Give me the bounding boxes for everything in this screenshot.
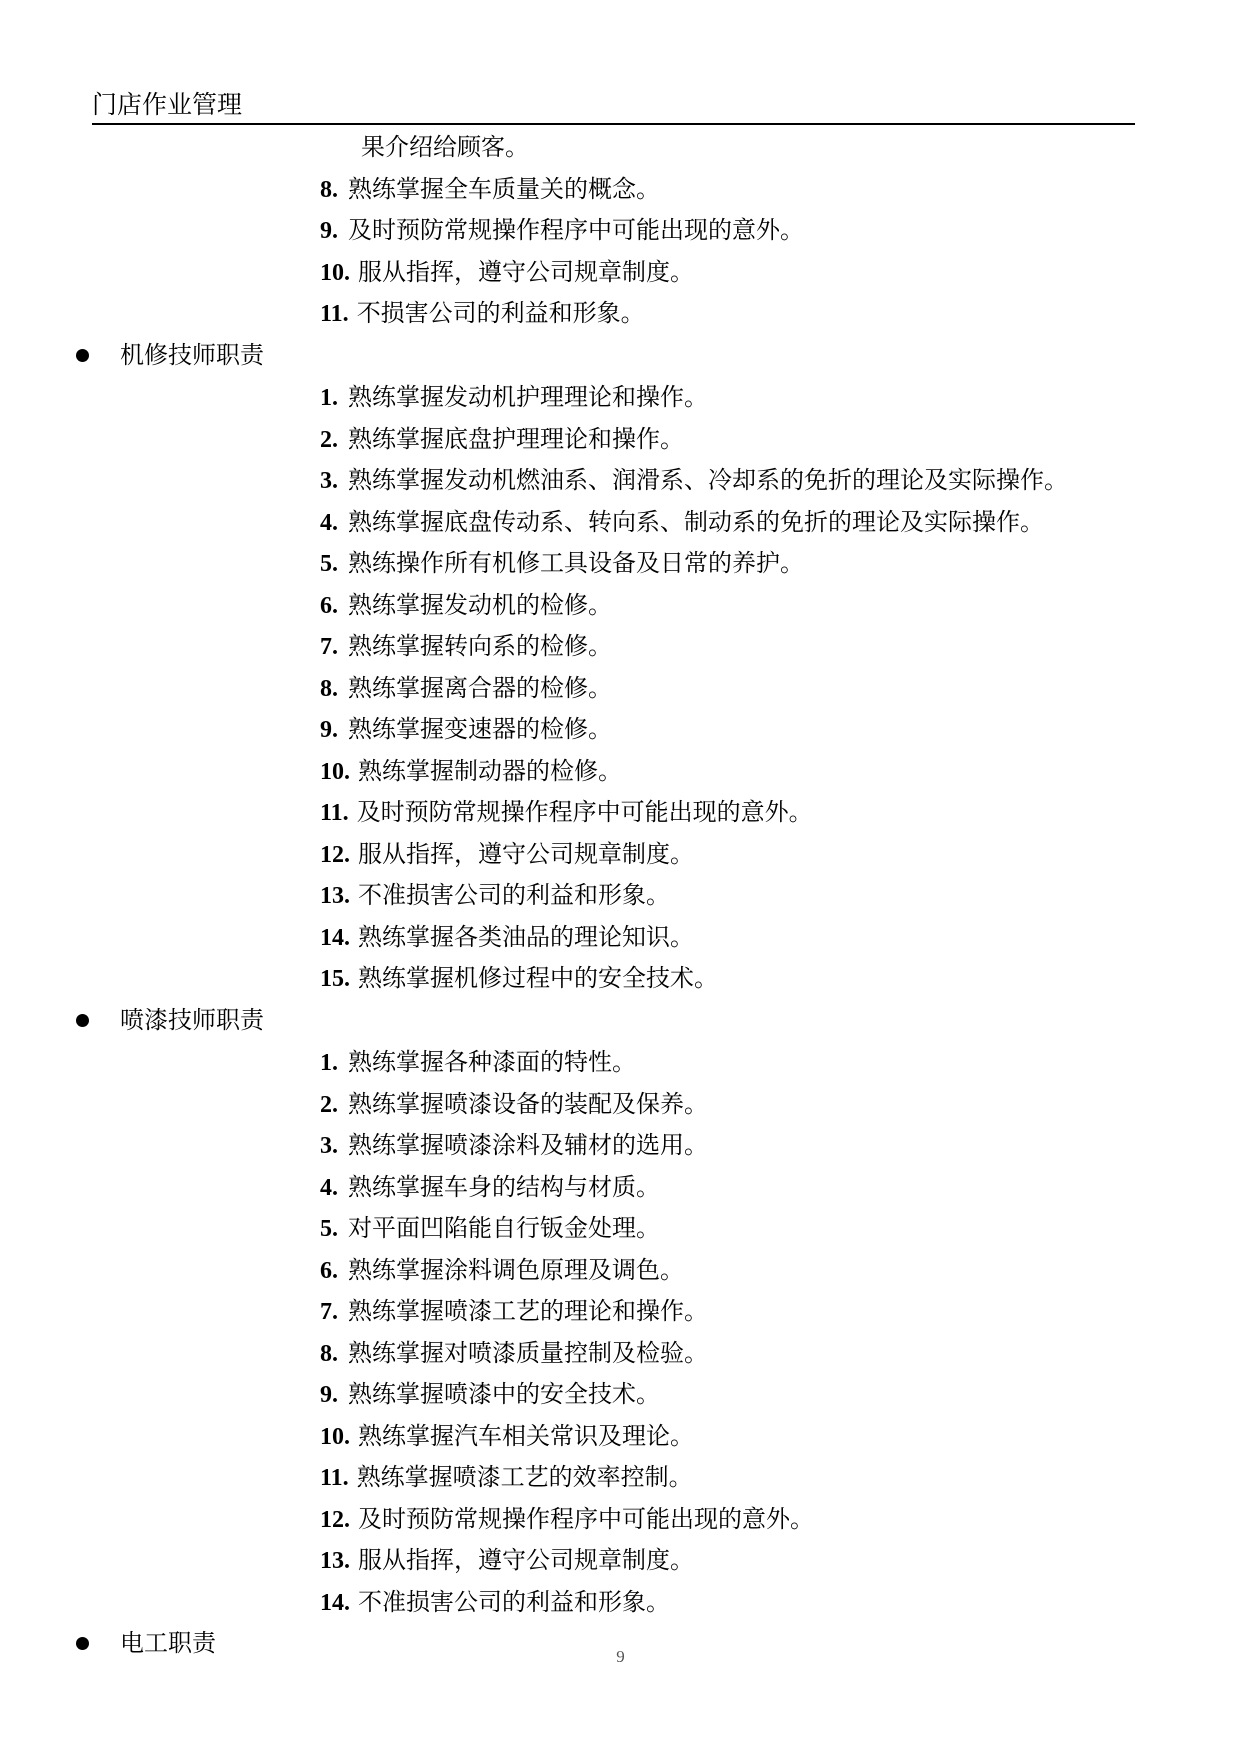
list-item-number: 10. (320, 259, 350, 286)
list-item-text: 服从指挥，遵守公司规章制度。 (358, 257, 694, 286)
list-item-text: 熟练掌握各类油品的理论知识。 (358, 922, 694, 951)
list-item-text: 及时预防常规操作程序中可能出现的意外。 (348, 216, 804, 244)
list-item-number: 10. (320, 758, 350, 785)
list-item-text: 不准损害公司的利益和形象。 (358, 881, 670, 909)
list-item-number: 8. (320, 675, 338, 702)
list-item-number: 7. (320, 634, 338, 660)
page-header-title: 门店作业管理 (92, 90, 243, 119)
list-item-text: 熟练掌握转向系的检修。 (348, 632, 612, 660)
list-item-text: 熟练掌握底盘护理理论和操作。 (348, 424, 684, 453)
list-item-text: 熟练掌握机修过程中的安全技术。 (358, 964, 718, 992)
bullet-icon (76, 349, 89, 362)
list-item (320, 1462, 693, 1493)
list-item-number: 8. (320, 176, 338, 203)
list-item-text: 服从指挥，遵守公司规章制度。 (358, 1546, 694, 1574)
section-heading: 喷漆技师职责 (120, 1005, 264, 1034)
section-heading: 电工职责 (120, 1629, 216, 1657)
list-item-number: 1. (320, 1050, 338, 1076)
bullet-icon (76, 1014, 89, 1027)
list-item-text: 熟练掌握各种漆面的特性。 (348, 1048, 636, 1076)
list-item (320, 1338, 708, 1369)
list-item-continuation (361, 132, 529, 162)
list-item (320, 922, 694, 953)
list-item-text: 熟练掌握底盘传动系、转向系、制动系的免折的理论及实际操作。 (348, 507, 1044, 536)
list-item-number: 5. (320, 1216, 338, 1242)
list-item (320, 1379, 660, 1410)
list-item (320, 963, 718, 994)
list-item (320, 1587, 670, 1618)
list-item-text: 熟练掌握喷漆工艺的理论和操作。 (348, 1297, 708, 1325)
list-item-number: 3. (320, 1133, 338, 1159)
list-item-number: 6. (320, 1257, 338, 1284)
list-item (320, 756, 622, 787)
list-item-number: 4. (320, 1174, 338, 1201)
list-item-text: 及时预防常规操作程序中可能出现的意外。 (358, 1504, 814, 1533)
list-item-number: 5. (320, 551, 338, 577)
list-item (320, 631, 612, 662)
list-item (320, 174, 660, 205)
list-item (320, 548, 804, 579)
list-item (320, 714, 612, 745)
list-item-text: 熟练掌握喷漆工艺的效率控制。 (356, 1463, 693, 1491)
list-item (320, 1545, 694, 1576)
list-item-number: 7. (320, 1299, 338, 1325)
list-item (320, 1255, 684, 1286)
list-item-text: 熟练掌握全车质量关的概念。 (348, 174, 660, 203)
list-item-number: 14. (320, 924, 350, 951)
list-item (320, 673, 612, 704)
list-item-text: 熟练掌握喷漆中的安全技术。 (348, 1380, 660, 1408)
list-item (320, 1130, 708, 1161)
list-item-number: 3. (320, 468, 338, 494)
list-item-number: 15. (320, 966, 350, 992)
list-item-number: 2. (320, 1091, 338, 1118)
list-item-text: 熟练掌握涂料调色原理及调色。 (348, 1255, 684, 1284)
list-item-number: 9. (320, 1382, 338, 1408)
list-item-number: 6. (320, 592, 338, 619)
list-item (320, 880, 670, 911)
list-item-text: 对平面凹陷能自行钣金处理。 (348, 1214, 660, 1242)
list-item-number: 2. (320, 426, 338, 453)
list-item-number: 13. (320, 883, 350, 909)
list-item-text: 不准损害公司的利益和形象。 (358, 1587, 670, 1616)
page-number: 9 (616, 1647, 625, 1666)
list-item-text: 熟练掌握制动器的检修。 (358, 756, 622, 785)
list-item-text: 及时预防常规操作程序中可能出现的意外。 (356, 798, 813, 826)
list-item (320, 215, 804, 246)
list-item (320, 797, 813, 828)
list-item-text: 不损害公司的利益和形象。 (356, 299, 645, 327)
list-item-text: 熟练掌握发动机的检修。 (348, 590, 612, 619)
list-item (320, 1213, 660, 1244)
list-item (320, 839, 694, 870)
list-item (320, 382, 708, 413)
list-item-text: 熟练掌握发动机护理理论和操作。 (348, 383, 708, 411)
list-item-number: 4. (320, 509, 338, 536)
list-item (320, 1172, 660, 1203)
list-item (320, 1504, 814, 1535)
list-item-number: 12. (320, 1506, 350, 1533)
continued-item-text: 果介绍给顾客。 (361, 133, 529, 161)
list-item-text: 熟练掌握离合器的检修。 (348, 673, 612, 702)
list-item-number: 10. (320, 1423, 350, 1450)
list-item-number: 8. (320, 1340, 338, 1367)
list-item (320, 465, 1068, 496)
list-item-number: 9. (320, 717, 338, 743)
list-item-text: 熟练掌握汽车相关常识及理论。 (358, 1421, 694, 1450)
list-item-number: 11. (320, 800, 349, 826)
list-item-number: 1. (320, 385, 338, 411)
list-item (320, 424, 684, 455)
list-item-number: 12. (320, 841, 350, 868)
list-item-text: 熟练掌握发动机燃油系、润滑系、冷却系的免折的理论及实际操作。 (348, 466, 1068, 494)
list-item-number: 11. (320, 301, 349, 327)
list-item-text: 熟练掌握对喷漆质量控制及检验。 (348, 1338, 708, 1367)
list-item-number: 11. (320, 1465, 349, 1491)
list-item-text: 熟练掌握喷漆涂料及辅材的选用。 (348, 1131, 708, 1159)
list-item-number: 9. (320, 218, 338, 244)
list-item (320, 298, 645, 329)
list-item-text: 熟练掌握车身的结构与材质。 (348, 1172, 660, 1201)
section-heading: 机修技师职责 (120, 340, 264, 369)
list-item-number: 14. (320, 1589, 350, 1616)
list-item (320, 1296, 708, 1327)
list-item (320, 1089, 708, 1120)
list-item-text: 熟练操作所有机修工具设备及日常的养护。 (348, 549, 804, 577)
list-item (320, 1047, 636, 1078)
list-item (320, 1421, 694, 1452)
list-item-text: 服从指挥，遵守公司规章制度。 (358, 839, 694, 868)
list-item-text: 熟练掌握喷漆设备的装配及保养。 (348, 1089, 708, 1118)
list-item (320, 590, 612, 621)
list-item-text: 熟练掌握变速器的检修。 (348, 715, 612, 743)
header-rule (92, 123, 1135, 125)
list-item (320, 257, 694, 288)
list-item (320, 507, 1044, 538)
list-item-number: 13. (320, 1548, 350, 1574)
